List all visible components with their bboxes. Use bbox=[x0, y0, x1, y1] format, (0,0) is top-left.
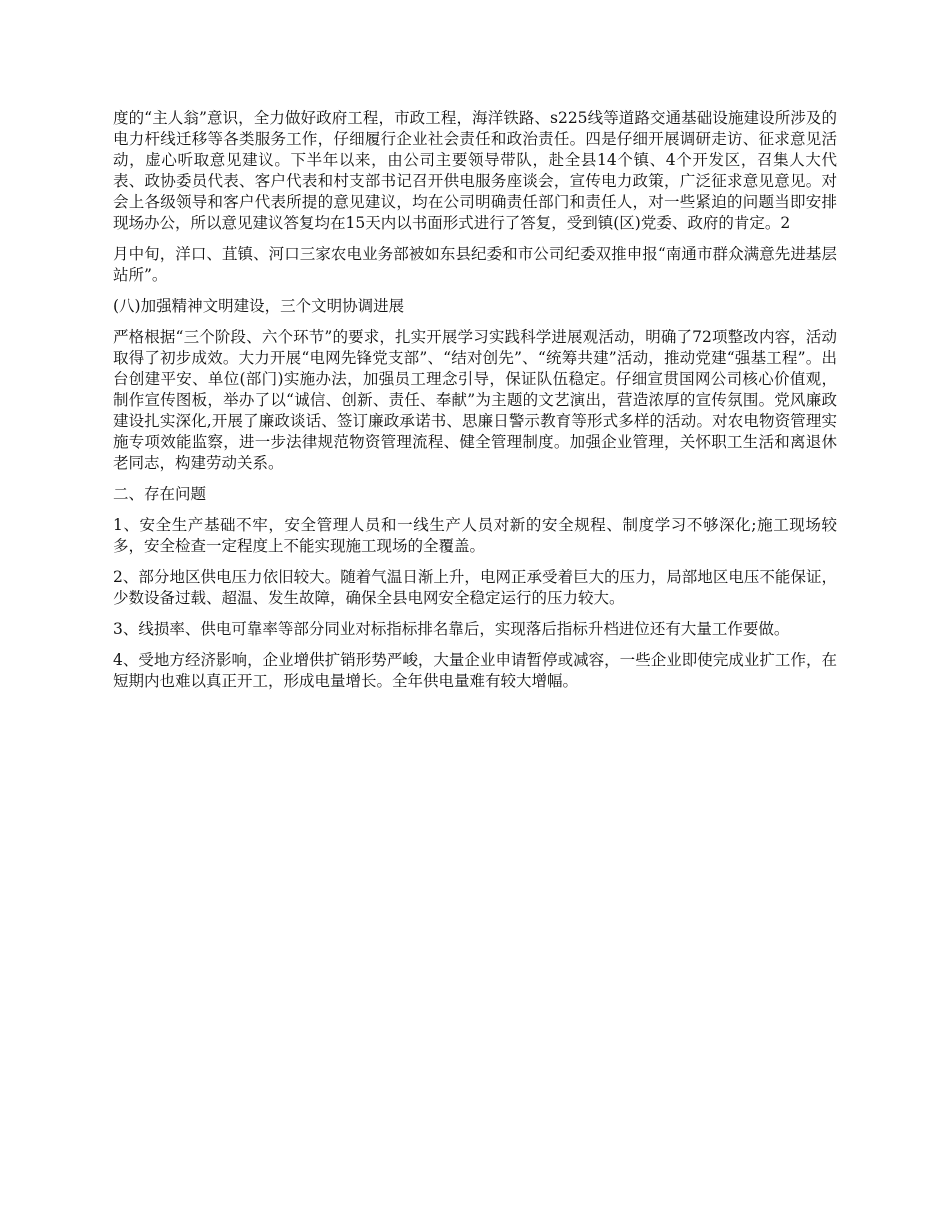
problem-item-3: 3、线损率、供电可靠率等部分同业对标指标排名靠后，实现落后指标升档进位还有大量工作要做。 bbox=[113, 620, 790, 638]
paragraph-service-work: 度的“主人翁”意识，全力做好政府工程，市政工程，海洋铁路、s225线等道路交通基础设施建设所涉及的电力杆线迁移等各类服务工作，仔细履行企业社会责任和政治责任。四是仔细开展调研走访、征求意见活动，虚心听取意见建议。下半年以来，由公司主要领导带队，赴全县14个镇、4个开发区，召集人大代表、政协委员代表、客户代表和村支部书记召开供电服务座谈会，宣传电力政策，广泛征求意见意见。对会上各级领导和客户代表所提的意见建议，均在公司明确责任部门和责任人，对一些紧迫的问题当即安排现场办公，所以意见建议答复均在15天内以书面形式进行了答复，受到镇(区)党委、政府的肯定。2 bbox=[113, 109, 837, 232]
problem-item-2: 2、部分地区供电压力依旧较大。随着气温日渐上升，电网正承受着巨大的压力，局部地区电压不能保证，少数设备过载、超温、发生故障，确保全县电网安全稳定运行的压力较大。 bbox=[113, 568, 837, 607]
paragraph-mid-month-award: 月中旬，洋口、苴镇、河口三家农电业务部被如东县纪委和市公司纪委双推申报“南通市群众满意先进基层站所”。 bbox=[113, 245, 837, 284]
paragraph-civilization-work: 严格根据“三个阶段、六个环节”的要求，扎实开展学习实践科学进展观活动，明确了72项整改内容，活动取得了初步成效。大力开展“电网先锋党支部”、“结对创先”、“统筹共建”活动，推动党建“强基工程”。出台创建平安、单位(部门)实施办法，加强员工理念引导，保证队伍稳定。仔细宣贯国网公司核心价值观，制作宣传图板，举办了以“诚信、创新、责任、奉献”为主题的文艺演出，营造浓厚的宣传氛围。党风廉政建设扎实深化,开展了廉政谈话、签订廉政承诺书、思廉日警示教育等形式多样的活动。对农电物资管理实施专项效能监察，进一步法律规范物资管理流程、健全管理制度。加强企业管理，关怀职工生活和离退休老同志，构建劳动关系。 bbox=[113, 328, 837, 472]
section-heading-problems: 二、存在问题 bbox=[113, 485, 207, 503]
document-body bbox=[113, 108, 837, 702]
problem-item-4: 4、受地方经济影响，企业增供扩销形势严峻，大量企业申请暂停或减容，一些企业即使完成业扩工作，在短期内也难以真正开工，形成电量增长。全年供电量难有较大增幅。 bbox=[113, 651, 837, 690]
section-heading-civilization: (八)加强精神文明建设，三个文明协调进展 bbox=[113, 297, 405, 315]
problem-item-1: 1、安全生产基础不牢，安全管理人员和一线生产人员对新的安全规程、制度学习不够深化;施工现场较多，安全检查一定程度上不能实现施工现场的全覆盖。 bbox=[113, 516, 837, 555]
